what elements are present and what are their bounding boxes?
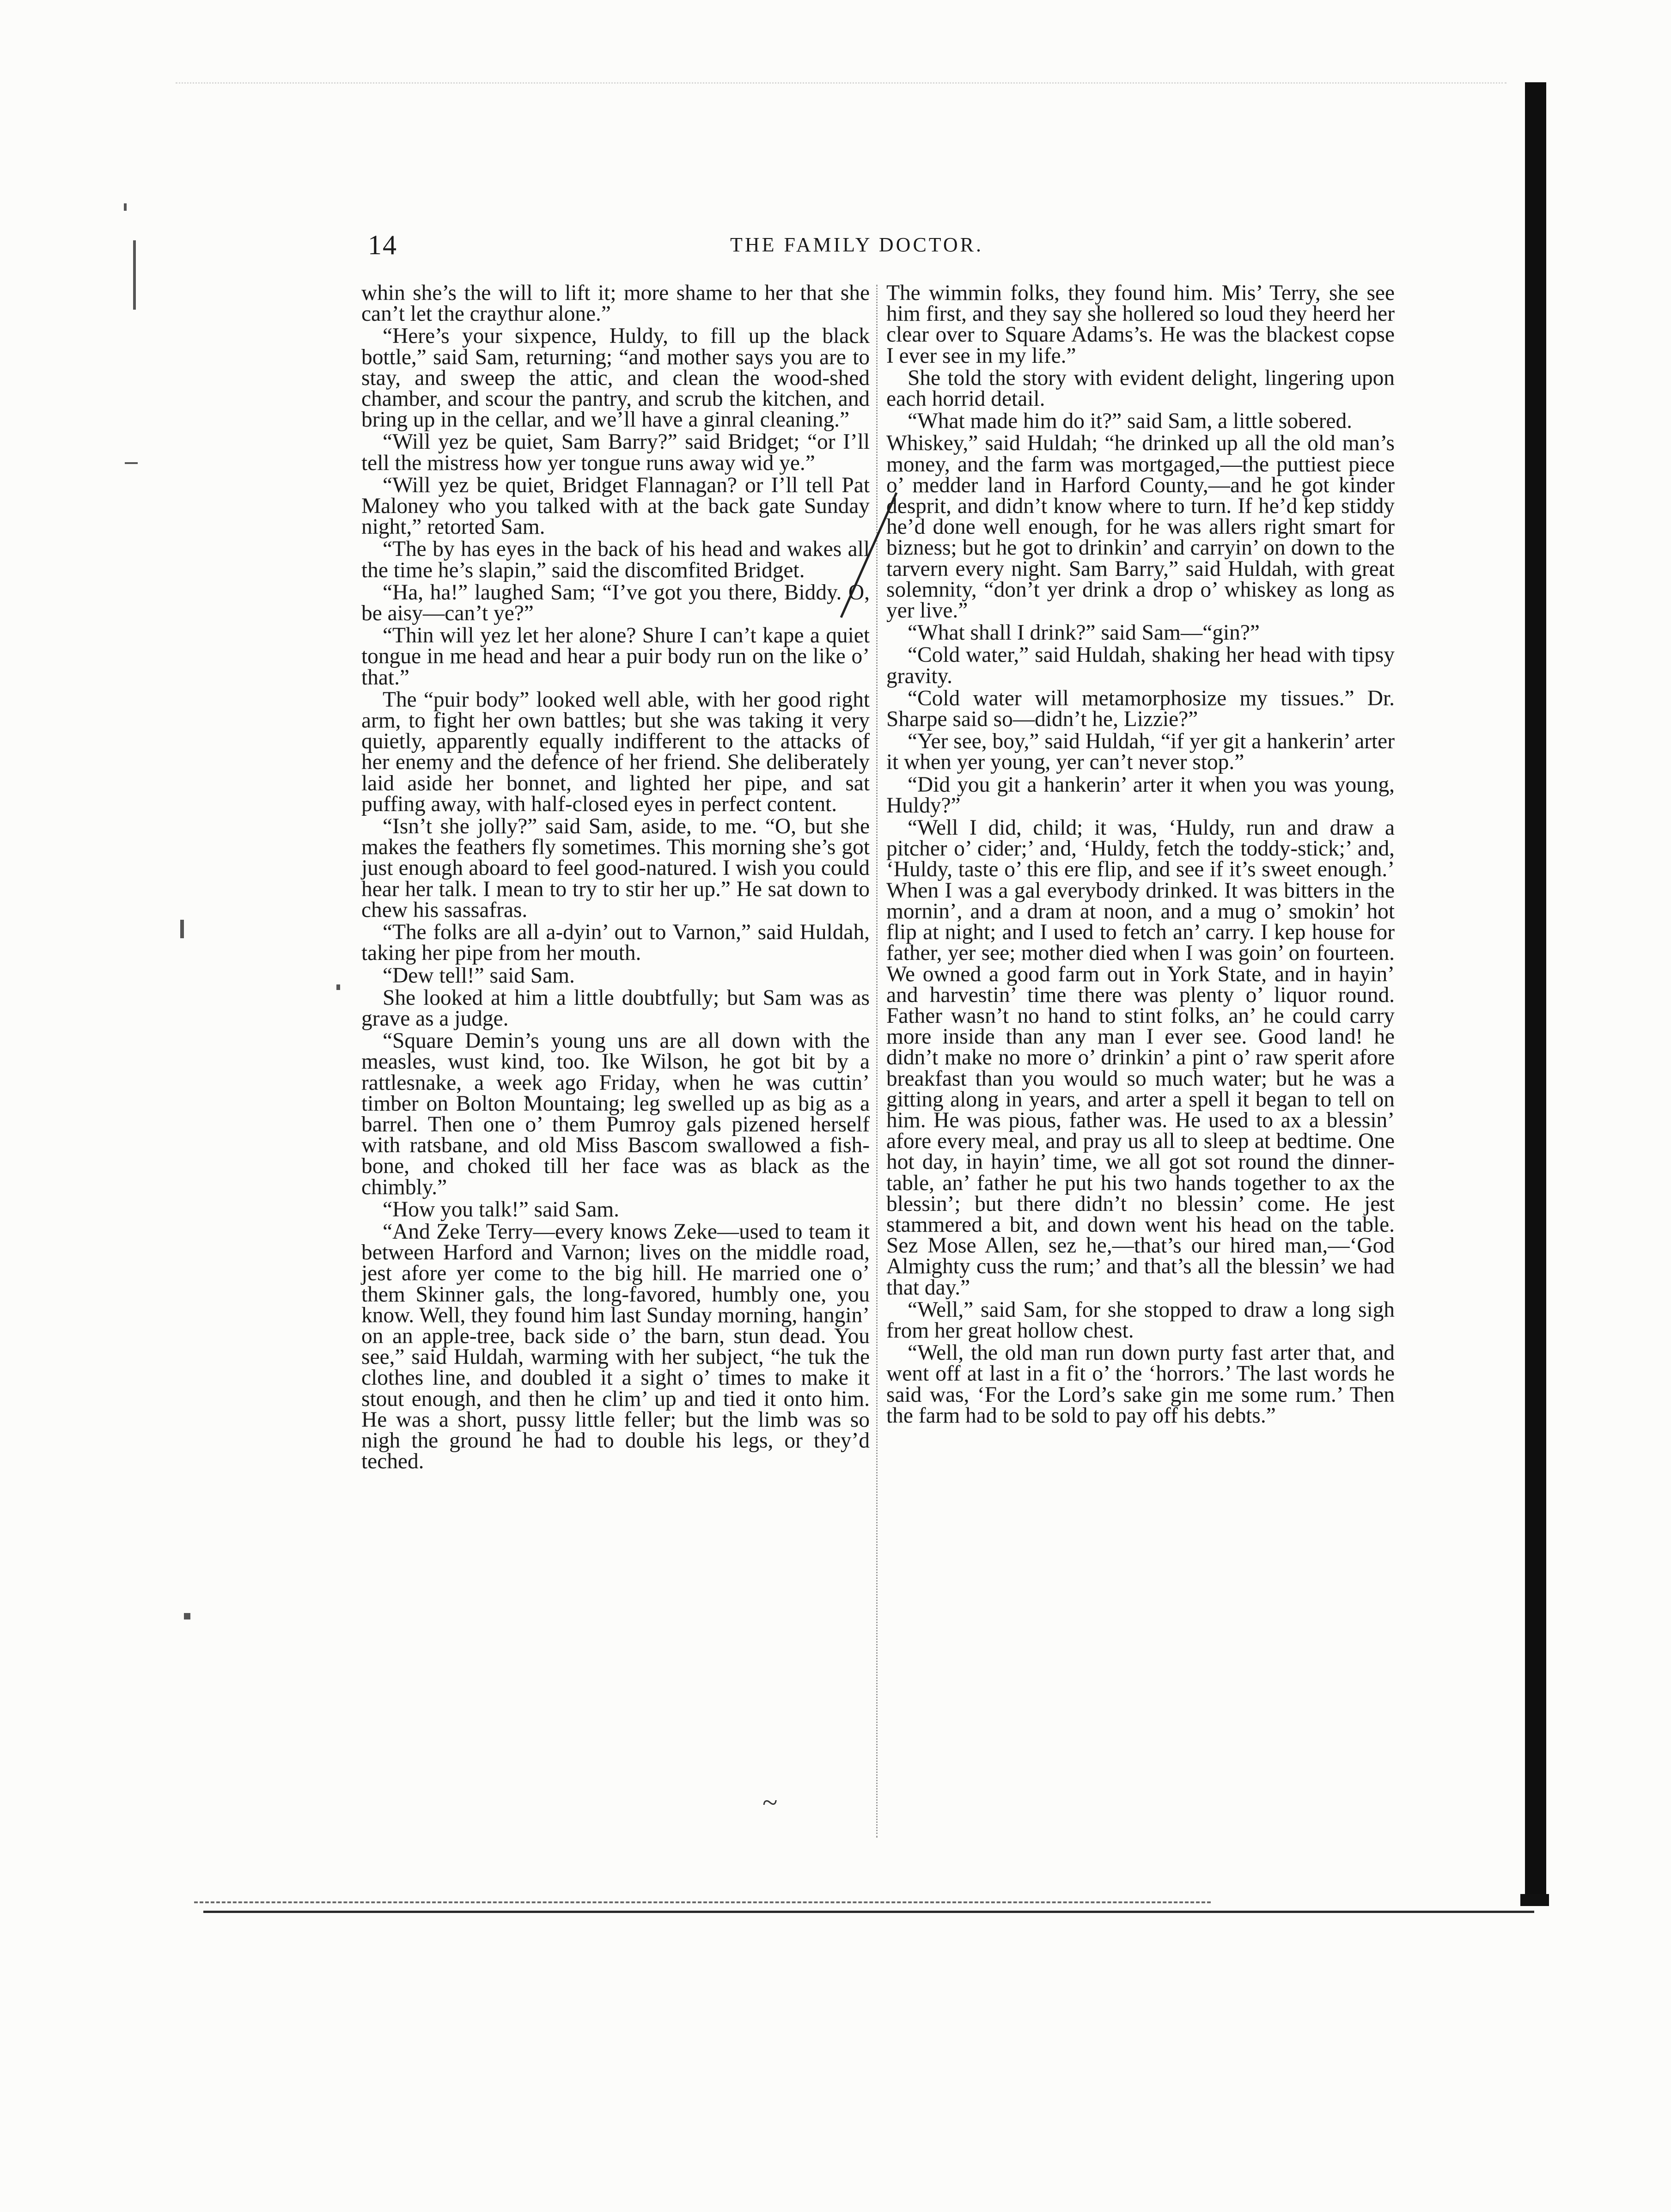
page-number: 14: [368, 230, 397, 260]
paragraph: “Ha, ha!” laughed Sam; “I’ve got you there, Biddy. O, be aisy—can’t ye?”: [361, 580, 870, 626]
paragraph: The wimmin folks, they found him. Mis’ Terry, she see him first, and they say she hollered so loud they heerd her clear over to Square Adams’s. He was the blackest copse I ever see in my life.”: [886, 281, 1395, 368]
margin-speck: [336, 984, 340, 990]
paragraph: whin she’s the will to lift it; more shame to her that she can’t let the craythur alone.”: [361, 281, 870, 326]
paragraph: The “puir body” looked well able, with her good right arm, to fight her own battles; but she was taking it very quietly, apparently equally indifferent to the attacks of her enemy and the defence of her friend. She deliberately laid aside her bonnet, and lighted her pipe, and sat puffing away, with half-closed eyes in perfect content.: [361, 687, 870, 816]
top-scan-dust: [176, 82, 1506, 84]
paragraph: “What made him do it?” said Sam, a little sobered.: [908, 409, 1352, 434]
paragraph: Whiskey,” said Huldah; “he drinked up all the old man’s money, and the farm was mortgaged,—the puttiest piece o’ medder land in Harford County,—and he got kinder desprit, and didn’t know where to turn. If he’d kep stiddy he’d done well enough, for he was allers right smart for bizness; but he got to drinkin’ and carryin’ on down to the tarvern every night. Sam Barry,” said Huldah, with great solemnity, “don’t yer drink a drop o’ whiskey as long as yer live.”: [886, 431, 1395, 623]
margin-speck: [124, 203, 127, 211]
paragraph: “Isn’t she jolly?” said Sam, aside, to me. “O, but she makes the feathers fly sometimes. This morning she’s got just enough aboard to feel good-natured. I wish you could hear her talk. I mean to try to stir her up.” He sat down to chew his sassafras.: [361, 814, 870, 922]
bottom-scan-dash: [194, 1901, 1211, 1903]
paragraph: “How you talk!” said Sam.: [383, 1197, 619, 1222]
margin-speck: [133, 240, 136, 310]
running-head: THE FAMILY DOCTOR.: [730, 233, 984, 256]
binding-shadow-bar: [1525, 82, 1546, 1894]
paragraph: “Well I did, child; it was, ‘Huldy, run and draw a pitcher o’ cider;’ and, ‘Huldy, fetch the toddy-stick;’ and, ‘Huldy, taste o’ this ere flip, and see if it’s sweet enough.’ When I was a gal everybody drinked. It was bitters in the mornin’, and a dram at noon, and a mug o’ smokin’ hot flip at night; and I used to fetch an’ carry. I kep house for father, yer see; mother died when I was goin’ on fourteen. We owned a good farm out in York State, and in hayin’ and harvestin’ time there was plenty o’ liquor round. Father wasn’t no hand to stint folks, an’ he could carry more inside than any man I ever see. Good land! he didn’t make no more o’ drinkin’ a pint o’ raw sperit afore breakfast than you would so much water; but he was a gitting along in years, and arter a spell it began to tell on him. He was pious, father was. He used to ax a blessin’ afore every meal, and pray us all to sleep at bedtime. One hot day, in hayin’ time, we all got sot round the dinner-table, an’ father he put his two hands together to ax the blessin’; but there didn’t no blessin’ come. He jest stammered a bit, and down went his head on the table. Sez Mose Allen, sez he,—that’s our hired man,—‘God Almighty cuss the rum;’ and that’s all the blessin’ we had that day.”: [886, 816, 1395, 1300]
paragraph: “Here’s your sixpence, Huldy, to fill up the black bottle,” said Sam, returning; “and mother says you are to stay, and sweep the attic, and clean the wood-shed chamber, and scour the pantry, and scrub the kitchen, and bring up in the cellar, and we’ll have a ginral cleaning.”: [361, 324, 870, 432]
paragraph: “Cold water,” said Huldah, shaking her head with tipsy gravity.: [886, 643, 1395, 688]
margin-speck: [180, 920, 184, 938]
paragraph: “Yer see, boy,” said Huldah, “if yer git a hankerin’ arter it when yer young, yer can’t never stop.”: [886, 729, 1395, 775]
paragraph: “The folks are all a-dyin’ out to Varnon,” said Huldah, taking her pipe from her mouth.: [361, 920, 870, 965]
left-column: [361, 283, 870, 1473]
paragraph: “Cold water will metamorphosize my tissues.” Dr. Sharpe said so—didn’t he, Lizzie?”: [886, 686, 1395, 732]
paragraph: “The by has eyes in the back of his head and wakes all the time he’s slapin,” said the discomfited Bridget.: [361, 537, 870, 582]
right-column: [886, 283, 1395, 1428]
bottom-page-edge: [203, 1911, 1534, 1913]
paragraph: “Well, the old man run down purty fast arter that, and went off at last in a fit o’ the ‘horrors.’ The last words he said was, ‘For the Lord’s sake gin me some rum.’ Then the farm had to be sold to pay off his debts.”: [886, 1341, 1395, 1428]
paragraph: “What shall I drink?” said Sam—“gin?”: [908, 621, 1260, 645]
paragraph: “And Zeke Terry—every knows Zeke—used to team it between Harford and Varnon; lives on the middle road, jest afore yer come to the big hill. He married one o’ them Skinner gals, the long-favored, humbly one, you know. Well, they found him last Sunday morning, hangin’ on an apple-tree, back side o’ the barn, stun dead. You see,” said Huldah, warming with her subject, “he tuk the clothes line, and doubled it a sight o’ times to make it stout enough, and then he clim’ up and tied it onto him. He was a short, pussy little feller; but the limb was so nigh the ground he had to double his legs, or they’d teched.: [361, 1219, 870, 1474]
margin-speck: [125, 462, 138, 464]
margin-speck: [184, 1613, 190, 1619]
paragraph: “Thin will yez let her alone? Shure I can’t kape a quiet tongue in me head and hear a puir body run on the like o’ that.”: [361, 623, 870, 690]
paragraph: “Will yez be quiet, Sam Barry?” said Bridget; “or I’ll tell the mistress how yer tongue runs away wid ye.”: [361, 430, 870, 475]
binding-shadow-edge: [1520, 1894, 1549, 1906]
paragraph: “Did you git a hankerin’ arter it when you was young, Huldy?”: [886, 772, 1395, 818]
paragraph: “Will yez be quiet, Bridget Flannagan? or I’ll tell Pat Maloney who you talked with at the back gate Sunday night,” retorted Sam.: [361, 473, 870, 539]
page-ornament: ~: [762, 1787, 778, 1818]
paragraph: “Well,” said Sam, for she stopped to draw a long sigh from her great hollow chest.: [886, 1297, 1395, 1343]
paragraph: “Dew tell!” said Sam.: [383, 963, 575, 988]
paragraph: She told the story with evident delight, lingering upon each horrid detail.: [886, 366, 1395, 411]
paragraph: She looked at him a little doubtfully; but Sam was as grave as a judge.: [361, 985, 870, 1031]
paragraph: “Square Demin’s young uns are all down with the measles, wust kind, too. Ike Wilson, he got bit by a rattlesnake, a week ago Friday, when he was cuttin’ timber on Bolton Mountaing; leg swelled up as big as a barrel. Then one o’ them Pumroy gals pizened herself with ratsbane, and old Miss Bascom swallowed a fish-bone, and choked till her face was as black as the chimbly.”: [361, 1029, 870, 1199]
